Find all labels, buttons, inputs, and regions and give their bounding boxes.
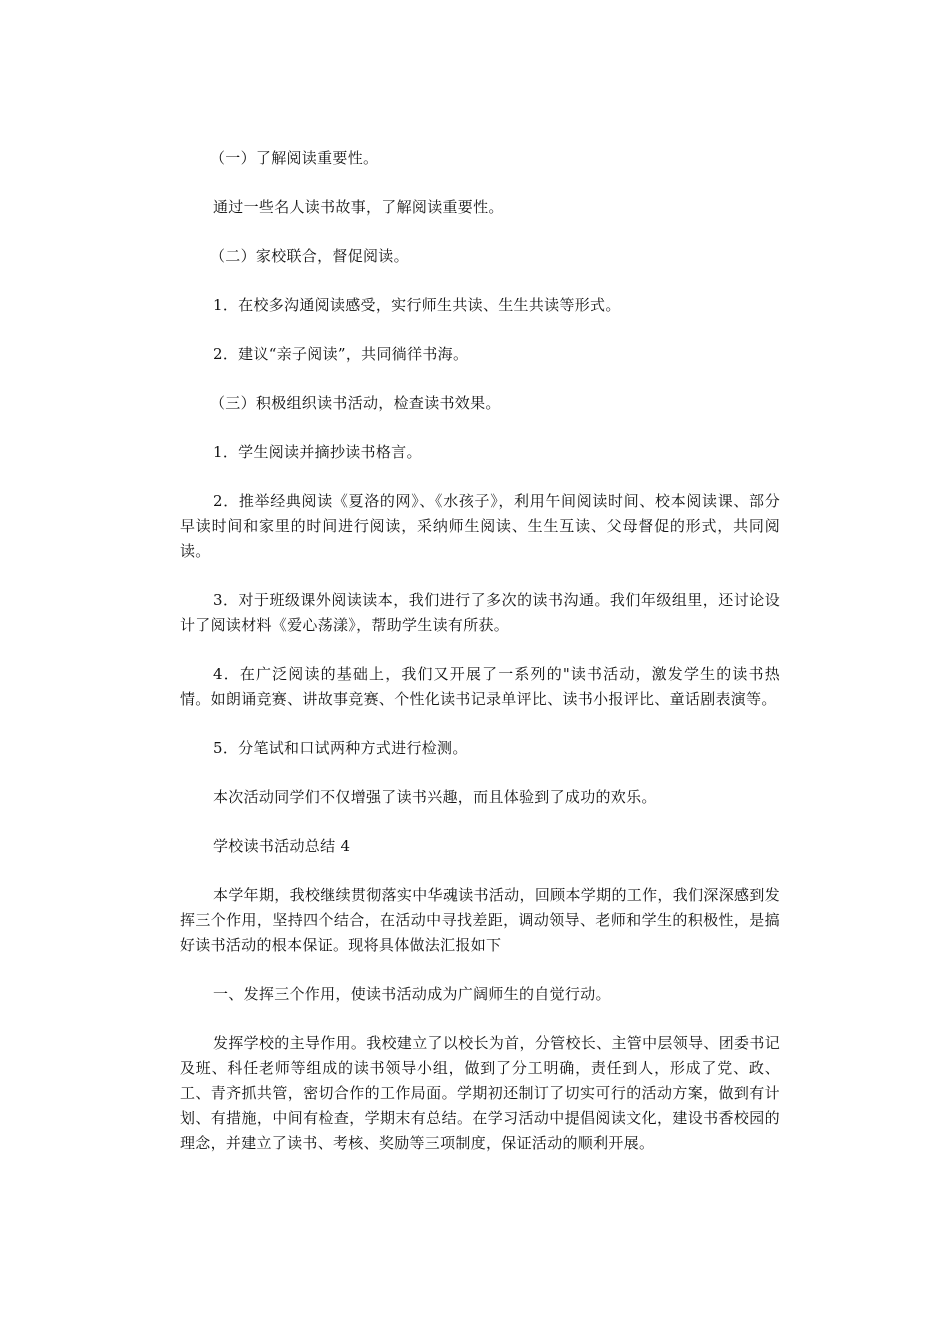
list-item: 4．在广泛阅读的基础上，我们又开展了一系列的"读书活动，激发学生的读书热情。如朗诵竞赛、讲故事竞赛、个性化读书记录单评比、读书小报评比、童话剧表演等。	[180, 665, 780, 708]
list-item: 3．对于班级课外阅读读本，我们进行了多次的读书沟通。我们年级组里，还讨论设计了阅读材料《爱心荡漾》，帮助学生读有所获。	[180, 591, 780, 634]
document-title: 学校读书活动总结 4	[213, 837, 351, 855]
list-item: 1．在校多沟通阅读感受，实行师生共读、生生共读等形式。	[213, 296, 621, 314]
list-item: 2．建议“亲子阅读”，共同徜徉书海。	[213, 345, 469, 363]
section-heading-2: （二）家校联合，督促阅读。	[210, 247, 409, 265]
paragraph: 本次活动同学们不仅增强了读书兴趣，而且体验到了成功的欢乐。	[213, 788, 657, 806]
document-body	[180, 146, 780, 1156]
paragraph: 本学年期，我校继续贯彻落实中华魂读书活动，回顾本学期的工作，我们深深感到发挥三个作用，坚持四个结合，在活动中寻找差距，调动领导、老师和学生的积极性，是搞好读书活动的根本保证。现将具体做法汇报如下	[180, 886, 780, 954]
paragraph: 发挥学校的主导作用。我校建立了以校长为首，分管校长、主管中层领导、团委书记及班、科任老师等组成的读书领导小组，做到了分工明确，责任到人，形成了党、政、工、青齐抓共管，密切合作的工作局面。学期初还制订了切实可行的活动方案，做到有计划、有措施，中间有检查，学期末有总结。在学习活动中提倡阅读文化，建设书香校园的理念，并建立了读书、考核、奖励等三项制度，保证活动的顺利开展。	[180, 1034, 780, 1152]
list-item: 2．推举经典阅读《夏洛的网》、《水孩子》，利用午间阅读时间、校本阅读课、部分早读时间和家里的时间进行阅读，采纳师生阅读、生生互读、父母督促的形式，共同阅读。	[180, 492, 780, 560]
paragraph: 通过一些名人读书故事，了解阅读重要性。	[213, 198, 504, 216]
list-item: 5．分笔试和口试两种方式进行检测。	[213, 739, 468, 757]
section-heading-3: （三）积极组织读书活动，检查读书效果。	[210, 394, 501, 412]
section-heading-1: （一）了解阅读重要性。	[210, 149, 379, 167]
list-item: 1．学生阅读并摘抄读书格言。	[213, 443, 422, 461]
section-heading-4: 一、发挥三个作用，使读书活动成为广阔师生的自觉行动。	[213, 985, 611, 1003]
